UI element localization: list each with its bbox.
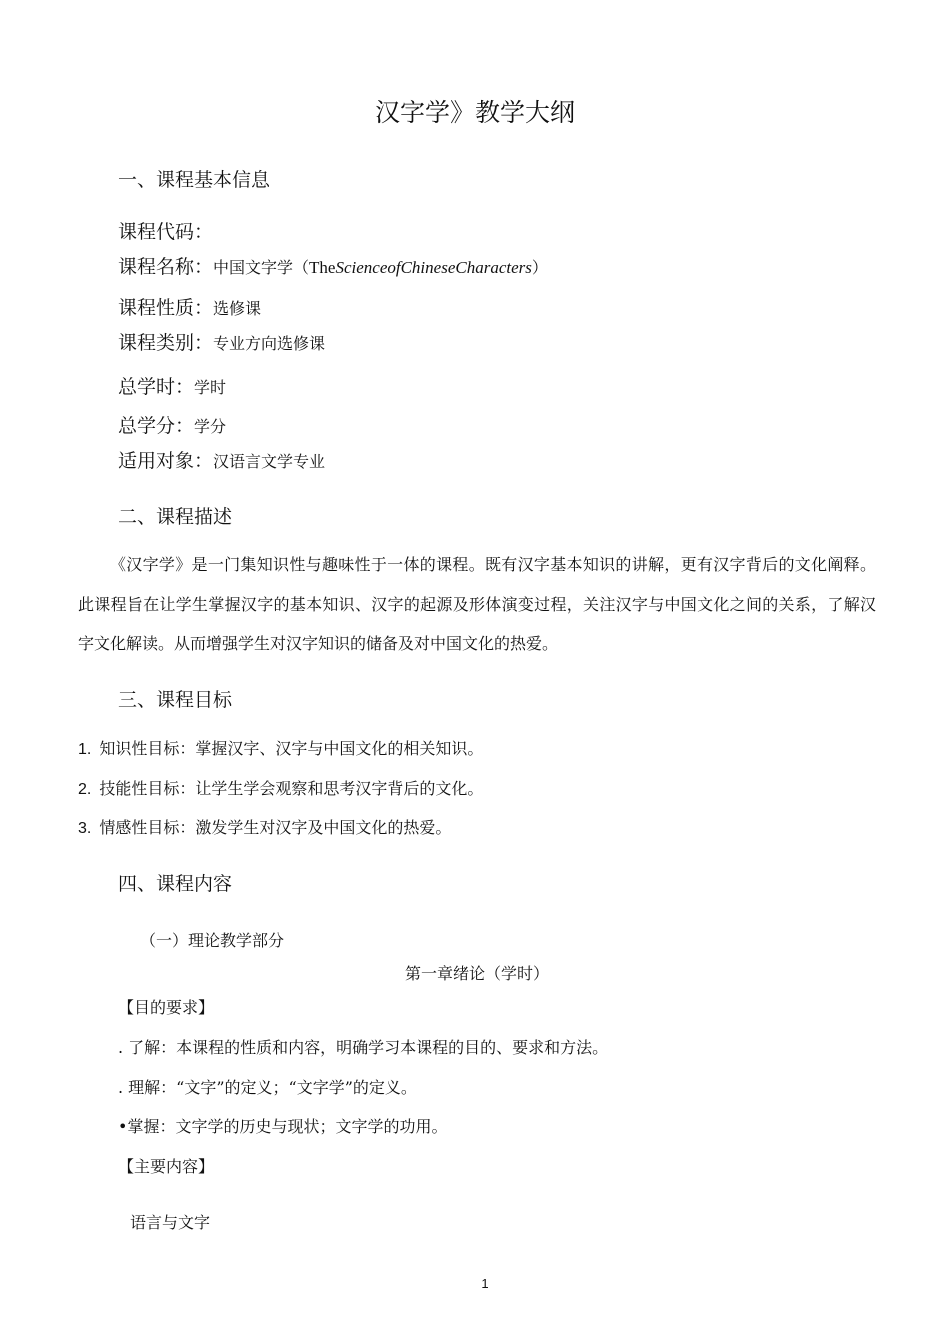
field-value-en-italic: ScienceofChineseCharacters <box>335 258 532 277</box>
requirement-item: •掌握：文字学的历史与现状；文字学的功用。 <box>118 1117 448 1136</box>
field-label: 课程性质： <box>118 297 214 319</box>
section-heading-basic-info: 一、课程基本信息 <box>118 169 271 191</box>
field-value-en <box>309 258 532 277</box>
section-heading-goals: 三、课程目标 <box>118 689 233 711</box>
field-label: 总学分： <box>118 415 195 437</box>
goal-text: 情感性目标：激发学生对汉字及中国文化的热爱。 <box>99 818 452 837</box>
field-value: 专业方向选修课 <box>213 334 326 353</box>
field-value-en-plain: The <box>309 258 336 277</box>
section-heading-description: 二、课程描述 <box>118 506 233 528</box>
field-course-category <box>118 328 325 355</box>
field-total-hours <box>118 372 226 399</box>
main-content-heading: 【主要内容】 <box>118 1157 215 1176</box>
field-course-nature <box>118 293 261 320</box>
subsection-heading-theory: （一）理论教学部分 <box>140 931 285 950</box>
document-title: 汉字学》教学大纲 <box>374 98 575 127</box>
field-label: 课程名称： <box>118 256 214 278</box>
field-course-name <box>118 252 548 279</box>
field-value-cn: 中国文字学（ <box>213 258 310 277</box>
page-number: 1 <box>481 1276 489 1291</box>
field-value: 汉语言文学专业 <box>213 452 326 471</box>
goal-text: 知识性目标：掌握汉字、汉字与中国文化的相关知识。 <box>99 739 484 758</box>
content-topic: 语言与文字 <box>130 1213 211 1232</box>
requirements-heading: 【目的要求】 <box>118 998 215 1017</box>
goal-number: 1. <box>78 741 92 758</box>
field-total-credits <box>118 411 226 438</box>
field-audience <box>118 446 325 473</box>
field-label: 总学时： <box>118 376 195 398</box>
requirement-item: . 了解：本课程的性质和内容，明确学习本课程的目的、要求和方法。 <box>118 1038 609 1057</box>
goal-item <box>78 736 483 759</box>
field-value: 学时 <box>194 378 227 397</box>
field-value: 选修课 <box>213 299 262 318</box>
section-heading-content: 四、课程内容 <box>118 873 233 895</box>
field-label: 课程类别： <box>118 332 214 354</box>
course-description <box>78 545 876 664</box>
goal-text: 技能性目标：让学生学会观察和思考汉字背后的文化。 <box>99 779 484 798</box>
chapter-title: 第一章绪论（学时） <box>404 964 549 983</box>
goal-item <box>78 815 451 838</box>
goal-number: 2. <box>78 781 92 798</box>
goal-number: 3. <box>78 820 92 837</box>
requirement-item: . 理解：“文字”的定义；“文字学”的定义。 <box>118 1078 417 1097</box>
field-value: 学分 <box>194 417 227 436</box>
goal-item <box>78 776 483 799</box>
description-paragraph: 《汉字学》是一门集知识性与趣味性于一体的课程。既有汉字基本知识的讲解，更有汉字背后的文化阐释。此课程旨在让学生掌握汉字的基本知识、汉字的起源及形体演变过程，关注汉字与中国文化之间的关系，了解汉字文化解读。从而增强学生对汉字知识的储备及对中国文化的热爱。 <box>78 555 876 653</box>
field-label: 课程代码： <box>118 221 214 243</box>
field-value-close: ） <box>531 258 548 277</box>
field-label: 适用对象： <box>118 450 214 472</box>
field-course-code <box>118 217 213 244</box>
